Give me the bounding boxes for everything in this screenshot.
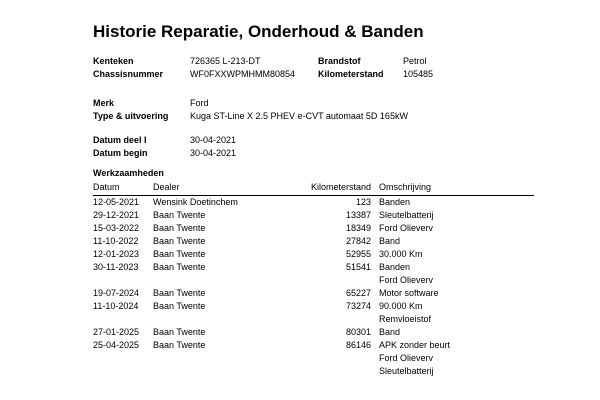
cell-desc: Band [379, 236, 401, 246]
table-row [93, 262, 534, 275]
datum-deel-value: 30-04-2021 [190, 135, 237, 145]
cell-date: 29-12-2021 [93, 210, 140, 220]
cell-dealer: Baan Twente [153, 288, 206, 298]
cell-date: 12-01-2023 [93, 249, 140, 259]
cell-dealer: Baan Twente [153, 327, 206, 337]
cell-desc: APK zonder beurt [379, 340, 451, 350]
work-table-header [93, 182, 534, 196]
datum-begin-label: Datum begin [93, 148, 148, 158]
page-title: Historie Reparatie, Onderhoud & Banden [93, 22, 424, 41]
kenteken-label: Kenteken [93, 56, 134, 66]
cell-km: 13387 [345, 210, 371, 220]
cell-dealer: Baan Twente [153, 210, 206, 220]
table-row [93, 366, 534, 379]
cell-km: 80301 [345, 327, 371, 337]
type-value: Kuga ST-Line X 2.5 PHEV e-CVT automaat 5D 165kW [190, 111, 408, 121]
cell-date: 15-03-2022 [93, 223, 140, 233]
cell-date: 11-10-2022 [93, 236, 139, 246]
cell-dealer: Baan Twente [153, 249, 206, 259]
cell-desc: Band [379, 327, 401, 337]
datum-begin-value: 30-04-2021 [190, 148, 237, 158]
cell-date: 11-10-2024 [93, 301, 139, 311]
cell-dealer: Baan Twente [153, 340, 206, 350]
cell-desc: 30.000 Km [379, 249, 423, 259]
km-value: 105485 [403, 69, 434, 79]
cell-km: 65227 [345, 288, 371, 298]
cell-km: 51541 [345, 262, 371, 272]
cell-desc: Sleutelbatterij [379, 210, 434, 220]
cell-desc: Sleutelbatterij [379, 366, 434, 376]
merk-label: Merk [93, 98, 115, 108]
cell-dealer: Baan Twente [153, 223, 206, 233]
table-row [93, 353, 534, 366]
chassis-label: Chassisnummer [93, 69, 164, 79]
table-row [93, 327, 534, 340]
table-row [93, 340, 534, 353]
table-row [93, 210, 534, 223]
km-label: Kilometerstand [318, 69, 384, 79]
table-row [93, 301, 534, 314]
header-dealer: Dealer [153, 182, 180, 192]
cell-desc: Remvloeistof [379, 314, 432, 324]
chassis-value: WF0FXXWPMHMM80854 [190, 69, 296, 79]
cell-km: 123 [355, 197, 371, 207]
cell-km: 52955 [345, 249, 371, 259]
table-row [93, 223, 534, 236]
cell-dealer: Baan Twente [153, 301, 206, 311]
cell-dealer: Wensink Doetinchem [153, 197, 238, 207]
brandstof-value: Petrol [403, 56, 427, 66]
cell-km: 27842 [345, 236, 371, 246]
cell-date: 12-05-2021 [93, 197, 140, 207]
header-desc: Omschrijving [379, 182, 432, 192]
cell-date: 30-11-2023 [93, 262, 139, 272]
table-row [93, 314, 534, 327]
merk-value: Ford [190, 98, 209, 108]
cell-desc: Ford Olieverv [379, 353, 434, 363]
cell-date: 19-07-2024 [93, 288, 140, 298]
datum-deel-label: Datum deel I [93, 135, 147, 145]
work-section-title: Werkzaamheden [93, 168, 164, 178]
cell-desc: Banden [379, 262, 411, 272]
cell-km: 86146 [345, 340, 371, 350]
cell-dealer: Baan Twente [153, 236, 206, 246]
cell-km: 18349 [345, 223, 371, 233]
cell-desc: Motor software [379, 288, 439, 298]
cell-date: 25-04-2025 [93, 340, 140, 350]
header-km: Kilometerstand [310, 182, 371, 192]
cell-desc: Ford Olieverv [379, 275, 434, 285]
table-row [93, 288, 534, 301]
table-row [93, 197, 534, 210]
cell-km: 73274 [345, 301, 371, 311]
type-label: Type & uitvoering [93, 111, 169, 121]
table-row [93, 249, 534, 262]
cell-desc: 90.000 Km [379, 301, 423, 311]
table-row [93, 275, 534, 288]
brandstof-label: Brandstof [318, 56, 361, 66]
header-date: Datum [93, 182, 120, 192]
cell-date: 27-01-2025 [93, 327, 140, 337]
cell-desc: Ford Olieverv [379, 223, 434, 233]
table-row [93, 236, 534, 249]
cell-dealer: Baan Twente [153, 262, 206, 272]
cell-desc: Banden [379, 197, 411, 207]
kenteken-value: 726365 L-213-DT [190, 56, 261, 66]
